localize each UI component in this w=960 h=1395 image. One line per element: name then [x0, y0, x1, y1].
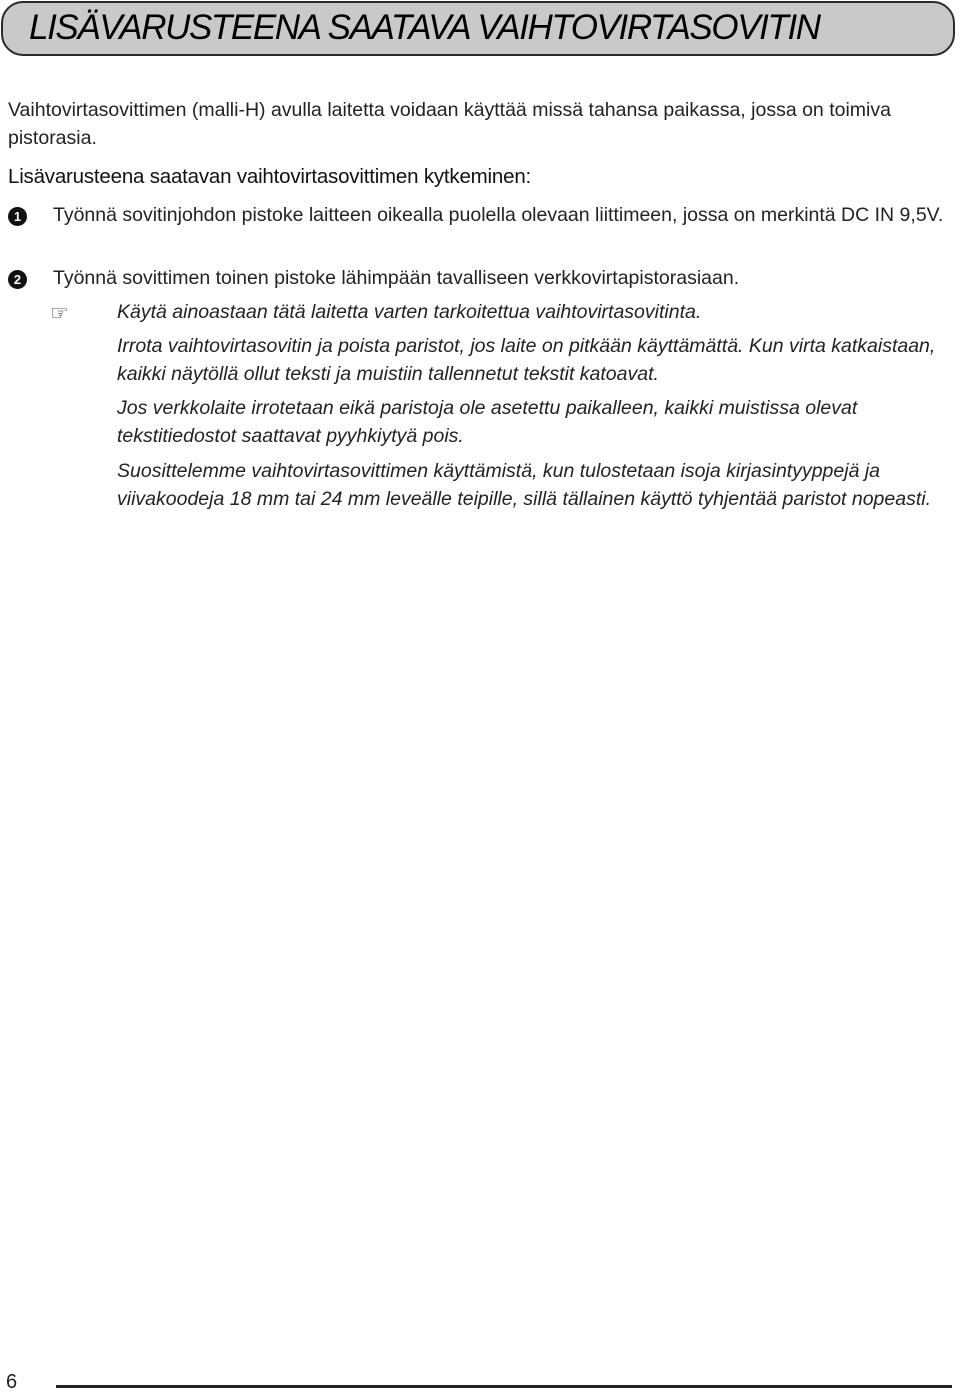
note-2: Irrota vaihtovirtasovitin ja poista paristot, jos laite on pitkään käyttämättä. Kun virta katkaistaan, kaikki näytöllä ollut teksti ja muistiin tallennetut tekstit katoavat. [117, 335, 936, 385]
step-number-1: 1 [8, 207, 27, 226]
step-text-1: Työnnä sovitinjohdon pistoke laitteen oikealla puolella olevaan liittimeen, jossa on merkintä DC IN 9,5V. [53, 204, 944, 226]
intro-paragraph: Vaihtovirtasovittimen (malli-H) avulla laitetta voidaan käyttää missä tahansa paikassa, jossa on toimiva pistorasia. [8, 99, 891, 149]
step-text-2: Työnnä sovittimen toinen pistoke lähimpään tavalliseen verkkovirtapistorasiaan. [53, 267, 740, 289]
pointing-hand-icon: ☞ [50, 302, 69, 325]
note-1: Käytä ainoastaan tätä laitetta varten tarkoitettua vaihtovirtasovitinta. [117, 301, 702, 323]
section-heading: Lisävarusteena saatavan vaihtovirtasovittimen kytkeminen: [8, 165, 532, 188]
note-3: Jos verkkolaite irrotetaan eikä paristoja ole asetettu paikalleen, kaikki muistissa olevat tekstitiedostot saattavat pyyhkiytyä pois. [117, 397, 858, 447]
page-title: LISÄVARUSTEENA SAATAVA VAIHTOVIRTASOVITIN [29, 8, 820, 47]
note-4: Suosittelemme vaihtovirtasovittimen käyttämistä, kun tulostetaan isoja kirjasintyyppejä ja viivakoodeja 18 mm tai 24 mm leveälle teipille, sillä tällainen käyttö tyhjentää paristot nopeasti. [117, 460, 932, 510]
step-number-2: 2 [8, 270, 27, 289]
footer-rule [56, 1385, 952, 1388]
section-title-banner [1, 1, 955, 56]
page-number: 6 [6, 1371, 18, 1393]
